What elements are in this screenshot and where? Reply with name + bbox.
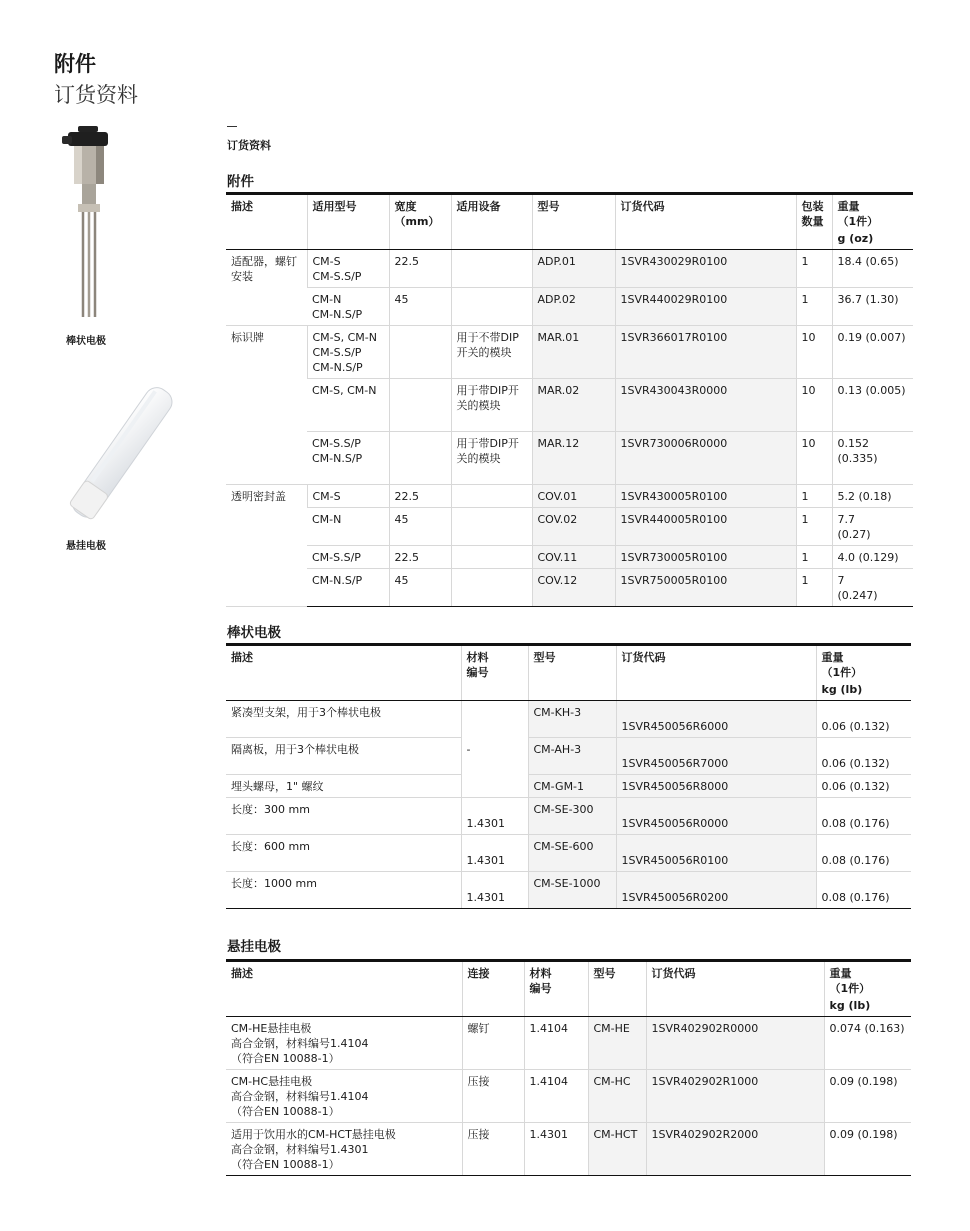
cell-width: 22.5 — [389, 250, 451, 288]
accessories-table — [226, 192, 913, 607]
cell-desc: 长度：600 mm — [226, 835, 461, 872]
table-row — [226, 379, 913, 432]
table-row — [226, 835, 911, 872]
table-row — [226, 872, 911, 909]
cell-desc: 隔离板，用于3个棒状电极 — [226, 738, 461, 775]
cell-model: CM-SE-600 — [528, 835, 616, 872]
divider — [227, 126, 237, 127]
cell-model: CM-HC — [588, 1070, 646, 1123]
table-row — [226, 485, 913, 508]
cell-type: CM-N — [307, 508, 389, 546]
cell-weight: 0.06 (0.132) — [816, 775, 911, 798]
cell-weight: 18.4 (0.65) — [832, 250, 913, 288]
table-row — [226, 1123, 911, 1176]
cell-weight: 7 (0.247) — [832, 569, 913, 607]
cell-code: 1SVR430029R0100 — [615, 250, 796, 288]
rod-electrode-table — [226, 643, 911, 909]
hanging-electrode-title: 悬挂电极 — [227, 939, 281, 955]
cell-weight: 0.06 (0.132) — [816, 701, 911, 738]
header-device: 适用设备 — [451, 194, 532, 232]
cell-type: CM-N CM-N.S/P — [307, 288, 389, 326]
cell-model: CM-SE-1000 — [528, 872, 616, 909]
cell-code: 1SVR402902R2000 — [646, 1123, 824, 1176]
page-title: 附件 — [54, 52, 96, 76]
header-desc: 描述 — [226, 961, 462, 999]
header-pack: 包装 数量 — [796, 194, 832, 232]
cell-code: 1SVR366017R0100 — [615, 326, 796, 379]
header-desc: 描述 — [226, 645, 461, 683]
cell-weight: 0.08 (0.176) — [816, 798, 911, 835]
header-material: 材料 编号 — [461, 645, 528, 683]
cell-width: 45 — [389, 508, 451, 546]
cell-desc: 埋头螺母，1" 螺纹 — [226, 775, 461, 798]
cell-weight: 0.06 (0.132) — [816, 738, 911, 775]
cell-pack: 10 — [796, 326, 832, 379]
cell-desc: 标识牌 — [226, 326, 307, 485]
cell-conn: 螺钉 — [462, 1017, 524, 1070]
table-row — [226, 1017, 911, 1070]
cell-conn: 压接 — [462, 1123, 524, 1176]
cell-weight: 0.152 (0.335) — [832, 432, 913, 485]
cell-pack: 10 — [796, 432, 832, 485]
cell-material: 1.4301 — [461, 872, 528, 909]
cell-model: CM-SE-300 — [528, 798, 616, 835]
rod-electrode-title: 棒状电极 — [227, 625, 281, 641]
header-weight-unit: g (oz) — [832, 231, 913, 250]
cell-desc: 适用于饮用水的CM-HCT悬挂电极 高合金钢，材料编号1.4301 （符合EN 10088-1） — [226, 1123, 462, 1176]
cell-type: CM-S, CM-N CM-S.S/P CM-N.S/P — [307, 326, 389, 379]
cell-conn: 压接 — [462, 1070, 524, 1123]
table-row — [226, 569, 913, 607]
cell-weight: 7.7 (0.27) — [832, 508, 913, 546]
cell-device — [451, 546, 532, 569]
cell-material: - — [461, 701, 528, 798]
header-code: 订货代码 — [646, 961, 824, 999]
cell-weight: 0.074 (0.163) — [824, 1017, 911, 1070]
cell-weight: 5.2 (0.18) — [832, 485, 913, 508]
header-model: 型号 — [528, 645, 616, 683]
cell-width — [389, 379, 451, 432]
cell-model: CM-AH-3 — [528, 738, 616, 775]
cell-code: 1SVR450056R6000 — [616, 701, 816, 738]
cell-code: 1SVR402902R0000 — [646, 1017, 824, 1070]
cell-type: CM-S — [307, 485, 389, 508]
cell-model: CM-HE — [588, 1017, 646, 1070]
cell-width: 45 — [389, 569, 451, 607]
header-weight-unit: kg (lb) — [824, 998, 911, 1017]
cell-code: 1SVR450056R0000 — [616, 798, 816, 835]
table-row — [226, 1070, 911, 1123]
header-weight: 重量 （1件） — [824, 961, 911, 999]
cell-pack: 10 — [796, 379, 832, 432]
cell-device: 用于带DIP开 关的模块 — [451, 379, 532, 432]
header-model: 型号 — [588, 961, 646, 999]
cell-code: 1SVR440029R0100 — [615, 288, 796, 326]
cell-weight: 0.13 (0.005) — [832, 379, 913, 432]
cell-code: 1SVR402902R1000 — [646, 1070, 824, 1123]
cell-code: 1SVR730005R0100 — [615, 546, 796, 569]
cell-desc: 长度：300 mm — [226, 798, 461, 835]
cell-desc: 长度：1000 mm — [226, 872, 461, 909]
cell-type: CM-S.S/P — [307, 546, 389, 569]
cell-desc: 适配器，螺钉 安装 — [226, 250, 307, 326]
header-type: 适用型号 — [307, 194, 389, 232]
cell-desc: 紧凑型支架，用于3个棒状电极 — [226, 701, 461, 738]
cell-code: 1SVR450056R8000 — [616, 775, 816, 798]
header-weight: 重量 （1件） — [816, 645, 911, 683]
page-subtitle: 订货资料 — [54, 83, 138, 107]
header-code: 订货代码 — [616, 645, 816, 683]
cell-device — [451, 485, 532, 508]
cell-weight: 0.08 (0.176) — [816, 872, 911, 909]
cell-type: CM-S CM-S.S/P — [307, 250, 389, 288]
table-row — [226, 250, 913, 288]
cell-desc: 透明密封盖 — [226, 485, 307, 607]
cell-weight: 36.7 (1.30) — [832, 288, 913, 326]
header-width: 宽度 （mm） — [389, 194, 451, 232]
cell-model: CM-KH-3 — [528, 701, 616, 738]
cell-material: 1.4104 — [524, 1017, 588, 1070]
hanging-electrode-caption: 悬挂电极 — [66, 541, 106, 552]
cell-material: 1.4301 — [461, 835, 528, 872]
cell-width — [389, 326, 451, 379]
header-desc: 描述 — [226, 194, 307, 232]
cell-code: 1SVR450056R0200 — [616, 872, 816, 909]
cell-device: 用于带DIP开 关的模块 — [451, 432, 532, 485]
cell-pack: 1 — [796, 508, 832, 546]
cell-model: COV.02 — [532, 508, 615, 546]
table-row — [226, 701, 911, 738]
header-conn: 连接 — [462, 961, 524, 999]
cell-device — [451, 508, 532, 546]
cell-code: 1SVR730006R0000 — [615, 432, 796, 485]
cell-model: MAR.02 — [532, 379, 615, 432]
header-weight-unit: kg (lb) — [816, 682, 911, 701]
accessories-title: 附件 — [227, 174, 254, 190]
cell-device — [451, 569, 532, 607]
cell-material: 1.4104 — [524, 1070, 588, 1123]
cell-model: COV.12 — [532, 569, 615, 607]
hanging-electrode-table — [226, 959, 911, 1176]
cell-model: ADP.02 — [532, 288, 615, 326]
cell-device — [451, 288, 532, 326]
hanging-electrode-image — [58, 378, 188, 528]
cell-pack: 1 — [796, 288, 832, 326]
cell-code: 1SVR430005R0100 — [615, 485, 796, 508]
header-weight: 重量 （1件） — [832, 194, 913, 232]
table-row — [226, 775, 911, 798]
cell-device — [451, 250, 532, 288]
cell-width: 45 — [389, 288, 451, 326]
table-row — [226, 326, 913, 379]
cell-model: CM-HCT — [588, 1123, 646, 1176]
cell-weight: 0.08 (0.176) — [816, 835, 911, 872]
cell-weight: 0.09 (0.198) — [824, 1070, 911, 1123]
cell-model: MAR.12 — [532, 432, 615, 485]
cell-width — [389, 432, 451, 485]
cell-code: 1SVR440005R0100 — [615, 508, 796, 546]
cell-desc: CM-HC悬挂电极 高合金钢，材料编号1.4104 （符合EN 10088-1） — [226, 1070, 462, 1123]
table-row — [226, 738, 911, 775]
cell-model: ADP.01 — [532, 250, 615, 288]
cell-width: 22.5 — [389, 546, 451, 569]
order-info-label: 订货资料 — [227, 139, 271, 152]
cell-material: 1.4301 — [524, 1123, 588, 1176]
table-row — [226, 798, 911, 835]
cell-pack: 1 — [796, 546, 832, 569]
cell-weight: 4.0 (0.129) — [832, 546, 913, 569]
cell-type: CM-N.S/P — [307, 569, 389, 607]
cell-code: 1SVR750005R0100 — [615, 569, 796, 607]
cell-model: COV.11 — [532, 546, 615, 569]
cell-desc: CM-HE悬挂电极 高合金钢，材料编号1.4104 （符合EN 10088-1） — [226, 1017, 462, 1070]
cell-code: 1SVR450056R0100 — [616, 835, 816, 872]
table-row — [226, 288, 913, 326]
cell-device: 用于不带DIP 开关的模块 — [451, 326, 532, 379]
cell-model: COV.01 — [532, 485, 615, 508]
rod-electrode-image — [60, 122, 116, 322]
header-model: 型号 — [532, 194, 615, 232]
cell-pack: 1 — [796, 569, 832, 607]
cell-type: CM-S.S/P CM-N.S/P — [307, 432, 389, 485]
rod-electrode-caption: 棒状电极 — [66, 336, 106, 347]
cell-code: 1SVR450056R7000 — [616, 738, 816, 775]
cell-weight: 0.19 (0.007) — [832, 326, 913, 379]
cell-type: CM-S, CM-N — [307, 379, 389, 432]
cell-width: 22.5 — [389, 485, 451, 508]
cell-model: MAR.01 — [532, 326, 615, 379]
table-row — [226, 546, 913, 569]
header-material: 材料 编号 — [524, 961, 588, 999]
header-code: 订货代码 — [615, 194, 796, 232]
cell-code: 1SVR430043R0000 — [615, 379, 796, 432]
table-row — [226, 432, 913, 485]
cell-pack: 1 — [796, 485, 832, 508]
cell-weight: 0.09 (0.198) — [824, 1123, 911, 1176]
cell-model: CM-GM-1 — [528, 775, 616, 798]
cell-pack: 1 — [796, 250, 832, 288]
table-row — [226, 508, 913, 546]
cell-material: 1.4301 — [461, 798, 528, 835]
